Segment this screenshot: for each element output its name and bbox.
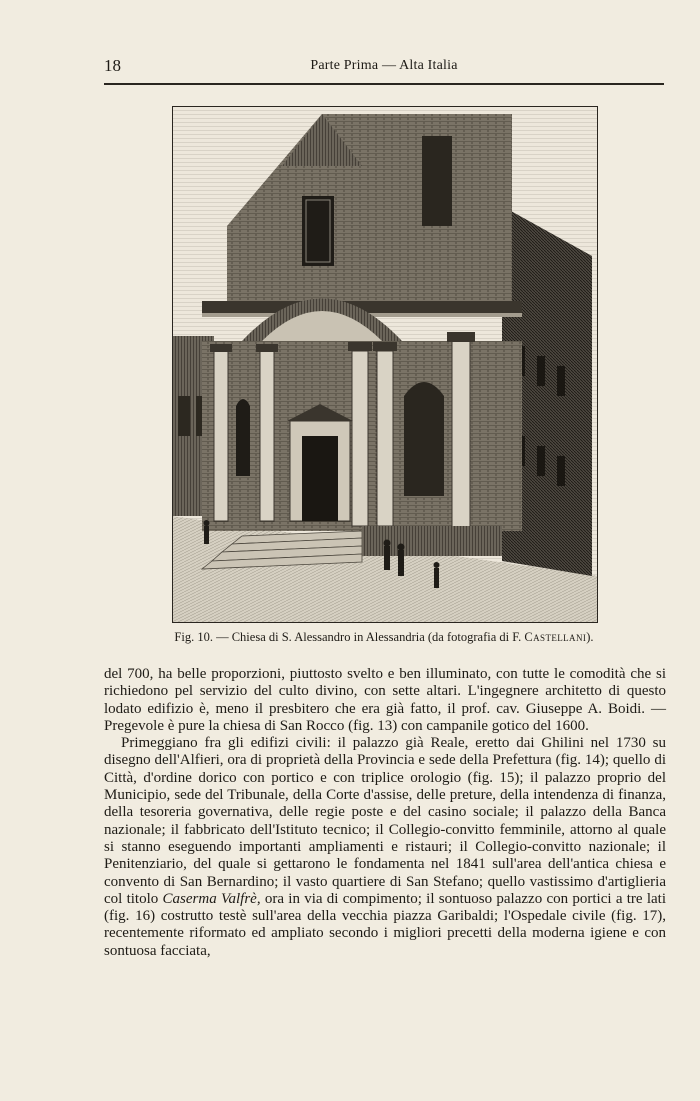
paragraph-2-part-a: Primeggiano fra gli edifizi civili: il palazzo già Reale, eretto dai Ghilini nel 1730 su disegno dell'Alfieri, ora di proprietà della Provincia e sede della Prefettura (fig. 14); quello di Città, d'ordine dorico con portico e con triplice orologio (fig. 15); il palazzo proprio del Municipio, sede del Tribunale, della Corte d'assise, delle preture, della intendenza di finanza, della tesoreria governativa, delle regie poste e del casino sociale; il palazzo della Banca nazionale; il fabbricato dell'Istituto tecnico; il Collegio-convitto femminile, attorno al quale si stanno eseguendo importanti ampliamenti e ristauri; il Collegio-convitto nazionale; il Penitenziario, del quale si gettarono le fondamenta nel 1841 sull'area dell'antica chiesa e convento di San Bernardino; il vasto quartiere di San Stefano; quello vastissimo d'artiglieria col titolo [104, 735, 666, 907]
caserma-name: Caserma Valfrè [162, 890, 257, 907]
page-number: 18 [104, 56, 121, 75]
paragraph-2-part-b: , ora in via di compimento; il sontuoso palazzo con portici a tre lati (fig. 16) costrutto testè sull'area della vecchia piazza Garibaldi; l'Ospedale civile (fig. 17), recentemente riformato ed ampliato secondo i migliori precetti della moderna igiene e con sontuosa facciata, [104, 890, 666, 959]
running-title: Parte Prima — Alta Italia [310, 58, 458, 73]
caption-end: ). [586, 630, 594, 644]
page-header [104, 56, 664, 78]
caption-credit: Castellani [524, 630, 587, 644]
paragraph-1: del 700, ha belle proporzioni, piuttosto svelto e ben illuminato, con tutte le comodità che si richiedono pel servizio del culto divino, con sette altari. L'ingegnere architetto di questo lodato edifizio è, meno il presbitero che era già fatto, il prof. cav. Giuseppe A. Boidi. — Pregevole è pure la chiesa di San Rocco (fig. 13) con campanile gotico del 1600. [104, 666, 666, 734]
body-text [104, 666, 666, 960]
church-engraving [172, 106, 598, 623]
caption-main: Fig. 10. — Chiesa di S. Alessandro in Alessandria (da fotografia di F. [174, 630, 525, 644]
paragraph-2 [104, 735, 666, 960]
figure-caption [104, 630, 664, 645]
header-rule [104, 83, 664, 85]
